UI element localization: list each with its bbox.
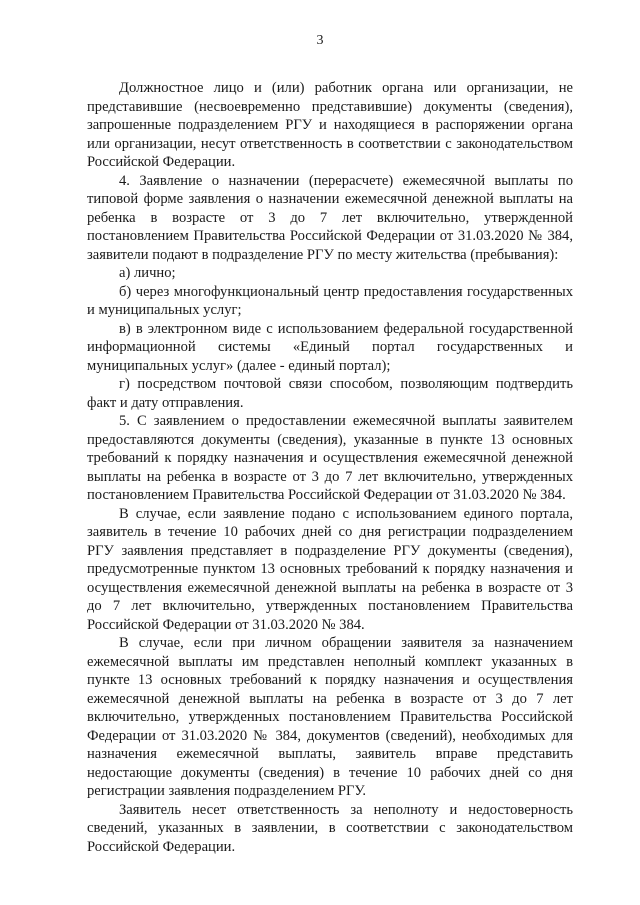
- document-body: [87, 79, 573, 856]
- paragraph-5-documents: 5. С заявлением о предоставлении ежемесячной выплаты заявителем предоставляются документы (сведения), указанные в пункте 13 основных требований к порядку назначения и осуществления ежемесячной денежной выплаты на ребенка в возрасте от 3 до 7 лет включительно, утвержденных постановлением Правительства Российской Федерации от 31.03.2020 № 384.: [87, 413, 573, 503]
- list-item-d-postal: г) посредством почтовой связи способом, позволяющим подтвердить факт и дату отправления.: [87, 376, 573, 411]
- paragraph-incomplete-set: В случае, если при личном обращении заявителя за назначением ежемесячной выплаты им представлен неполный комплект указанных в пункте 13 основных требований к порядку назначения и осуществления ежемесячной денежной выплаты на ребенка в возрасте от 3 до 7 лет включительно, утвержденных постановлением Правительства Российской Федерации от 31.03.2020 № 384, документов (сведений), необходимых для назначения ежемесячной выплаты, заявитель вправе представить недостающие документы (сведения) в течение 10 рабочих дней со дня регистрации заявления подразделением РГУ.: [87, 635, 573, 799]
- paragraph-portal-case: В случае, если заявление подано с использованием единого портала, заявитель в течение 10 рабочих дней со дня регистрации подразделением РГУ заявления представляет в подразделение РГУ документы (сведения), предусмотренные пунктом 13 основных требований к порядку назначения и осуществления ежемесячной денежной выплаты на ребенка в возрасте от 3 до 7 лет включительно, утвержденных постановлением Правительства Российской Федерации от 31.03.2020 № 384.: [87, 505, 573, 633]
- paragraph-applicant-responsibility: Заявитель несет ответственность за неполноту и недостоверность сведений, указанных в заявлении, в соответствии с законодательством Российской Федерации.: [87, 801, 573, 855]
- list-item-a-in-person: а) лично;: [119, 265, 176, 281]
- page-number: 3: [316, 33, 324, 48]
- paragraph-4-application-submission: 4. Заявление о назначении (перерасчете) ежемесячной выплаты по типовой форме заявления о назначении ежемесячной денежной выплаты на ребенка в возрасте от 3 до 7 лет включительно, утвержденной постановлением Правительства Российской Федерации от 31.03.2020 № 384, заявители подают в подразделение РГУ по месту жительства (пребывания):: [87, 172, 573, 263]
- paragraph-official-liability: Должностное лицо и (или) работник органа или организации, не представившие (несвоевременно представившие) документы (сведения), запрошенные подразделением РГУ и находящиеся в распоряжении органа или организации, несут ответственность в соответствии с законодательством Российской Федерации.: [87, 80, 573, 170]
- list-item-c-electronic: в) в электронном виде с использованием федеральной государственной информационной системы «Единый портал государственных и муниципальных услуг» (далее - единый портал);: [87, 320, 573, 374]
- list-item-b-mfc: б) через многофункциональный центр предоставления государственных и муниципальных услуг;: [87, 283, 573, 318]
